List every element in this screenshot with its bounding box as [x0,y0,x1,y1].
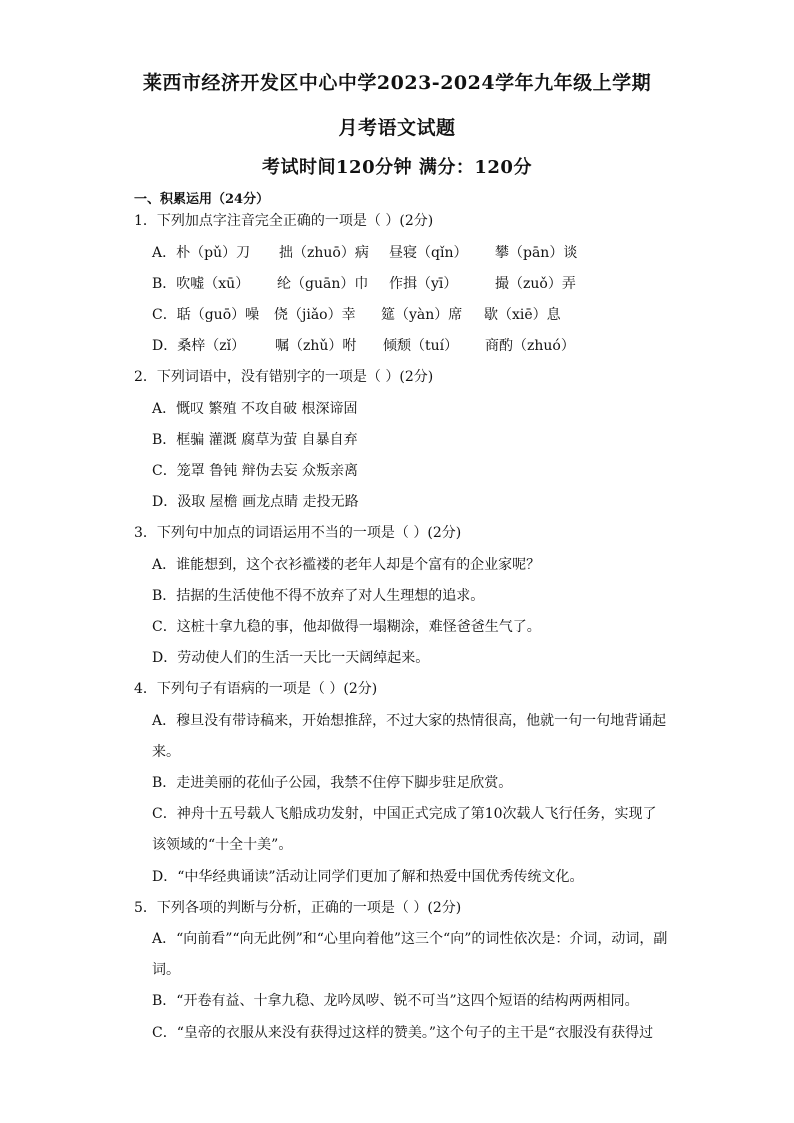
option-cell: 倾颓（tuí） [383,338,459,354]
option-cell: D．桑梓（zǐ） [152,338,246,354]
question-3-option-a: A．谁能想到，这个衣衫褴褛的老年人却是个富有的企业家呢？ [152,557,541,573]
question-3-option-d: D．劳动使人们的生活一天比一天阔绰起来。 [152,650,430,666]
question-2-option-b: B．框骗 灌溉 腐草为萤 自暴自弃 [152,432,358,448]
question-2-option-a: A．慨叹 繁殖 不攻自破 根深谛固 [152,401,358,417]
option-cell: 商酌（zhuó） [485,338,575,354]
question-5-option-a-continued: 词。 [152,962,180,978]
question-4-option-d: D．“中华经典诵读”活动让同学们更加了解和热爱中国优秀传统文化。 [152,869,584,885]
question-2-option-d: D．汲取 屋檐 画龙点睛 走投无路 [152,494,359,510]
option-cell: 侥（jiǎo）幸 [274,307,356,323]
question-2-option-c: C．笼罩 鲁钝 辩伪去妄 众叛亲离 [152,463,359,479]
exam-time-score: 考试时间120分钟 满分：120分 [262,157,532,178]
option-cell: 纶（guān）巾 [277,276,369,292]
question-1-stem: 1．下列加点字注音完全正确的一项是（ ）(2分) [134,213,434,229]
question-4-stem: 4．下列句子有语病的一项是（ ）(2分) [134,681,378,697]
question-5-option-c: C．“皇帝的衣服从来没有获得过这样的赞美。”这个句子的主干是“衣服没有获得过 [152,1025,654,1041]
question-3-stem: 3．下列句中加点的词语运用不当的一项是（ ）(2分) [134,525,462,541]
option-cell: 昼寝（qǐn） [389,245,468,261]
question-5-stem: 5．下列各项的判断与分析，正确的一项是（ ）(2分) [134,900,462,916]
question-3-option-c: C．这桩十拿九稳的事，他却做得一塌糊涂，难怪爸爸生气了。 [152,619,541,635]
option-cell: 筵（yàn）席 [381,307,463,323]
option-cell: C．聒（guō）噪 [152,307,260,323]
option-cell: 攀（pān）谈 [495,245,578,261]
question-4-option-c-continued: 该领域的“十全十美”。 [152,837,293,853]
question-4-option-c: C．神舟十五号载人飞船成功发射，中国正式完成了第10次载人飞行任务，实现了 [152,806,657,822]
question-5-option-b: B．“开卷有益、十拿九稳、龙吟凤哕、锐不可当”这四个短语的结构两两相同。 [152,993,639,1009]
option-cell: 嘱（zhǔ）咐 [275,338,357,354]
option-cell: 撮（zuǒ）弄 [495,276,576,292]
option-cell: 作揖（yī） [389,276,458,292]
question-3-option-b: B．拮据的生活使他不得不放弃了对人生理想的追求。 [152,588,485,604]
question-4-option-a: A．穆旦没有带诗稿来，开始想推辞，不过大家的热情很高，他就一句一句地背诵起 [152,713,667,729]
option-cell: 歇（xiē）息 [484,307,561,323]
question-5-option-a: A．“向前看”“向无此例”和“心里向着他”这三个“向”的词性依次是：介词，动词，副 [152,931,668,947]
option-cell: B．吹嘘（xū） [152,276,250,292]
exam-title-line1: 莱西市经济开发区中心中学2023-2024学年九年级上学期 [142,72,652,94]
question-2-stem: 2．下列词语中，没有错别字的一项是（ ）(2分) [134,369,434,385]
option-cell: A．朴（pǔ）刀 [152,245,251,261]
question-4-option-b: B．走进美丽的花仙子公园，我禁不住停下脚步驻足欣赏。 [152,775,513,791]
section-heading: 一、积累运用（24分） [134,192,270,207]
option-cell: 拙（zhuō）病 [279,245,369,261]
question-4-option-a-continued: 来。 [152,744,180,760]
exam-title-line2: 月考语文试题 [338,117,456,139]
